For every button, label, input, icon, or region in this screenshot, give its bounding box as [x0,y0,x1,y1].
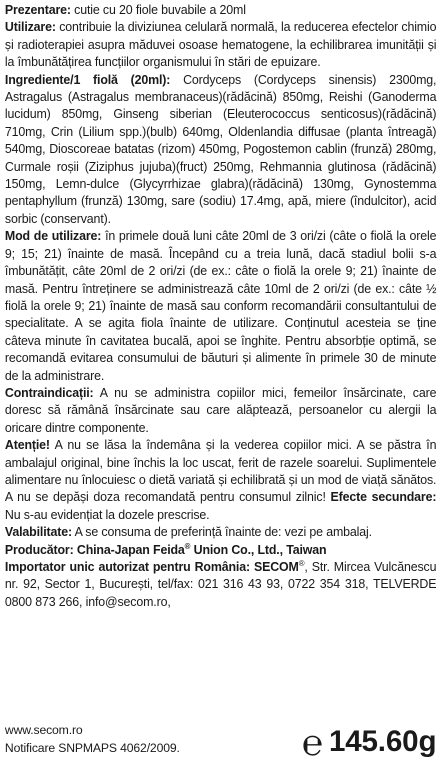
producer-name-b: Union Co., Ltd., Taiwan [190,542,327,557]
side-effects-label: Efecte secundare: [325,490,437,505]
presentation-label: Prezentare: [4,3,71,17]
warning-section [5,437,436,524]
producer-label: Producător: [4,542,74,557]
estimated-sign-icon: ℮ [301,723,324,764]
contraindications-text: A nu se administra copiilor mici, femeilor însărcinate, care doresc să rămână însărcinate sau care alăptează, persoanelor cu alergii la oricare dintre componente. [4,385,437,435]
ingredients-text: Cordyceps (Cordyceps sinensis) 2300mg, Astragalus (Astragalus membranaceus)(rădăcină) 850mg, Reishi (Ganoderma lucidum) 850mg, Ginseng siberian (Eleuterococcus senticosus)(rădăcină) 710mg, Crin (Lilium spp.)(bulb) 640mg, Oldenlandia diffusae (planta întreagă) 540mg, Dioscoreae batatas (rizom) 450mg, Pogostemon cablin (frunză) 280mg, Curmale roșii (Ziziphus jujuba)(fruct) 250mg, Rehmannia glutinosa (rădăcină) 150mg, Lemn-dulce (Glycyrrhizae glabra)(rădăcină) 130mg, Gynostemma pentaphyllum (frunză) 130mg, sare (sodiu) 17.4mg, apă, miere (îndulcitor), acid sorbic (conservant). [4,72,437,226]
warning-label: Atenție! [4,438,50,453]
importer-label: Importator unic autorizat pentru România: [4,560,250,574]
validity-text: A se consuma de preferință înainte de: vezi pe ambalaj. [71,525,372,540]
quantity-value: 145.60g [328,725,437,758]
producer-section [5,542,436,559]
validity-label: Valabilitate: [4,525,72,540]
side-effects-text: Nu s-au evidențiat la dozele prescrise. [4,507,210,522]
net-quantity [301,723,437,764]
contraindications-section [5,385,436,437]
importer-text: , Str. Mircea Vulcănescu nr. 92, Sector 1, București, tel/fax: 021 316 43 93, 0722 354 318, TELVERDE 0800 873 266, info@secom.ro, [4,560,437,609]
presentation-text: cutie cu 20 fiole buvabile a 20ml [70,3,246,17]
validity-section [5,524,436,541]
importer-name: SECOM [249,560,299,574]
usage-section [5,19,436,71]
producer-name-a: China-Japan Feida [73,542,185,557]
footer [5,722,436,762]
ingredients-label: Ingrediente/1 fiolă (20ml): [4,72,171,87]
contraindications-label: Contraindicații: [4,385,94,400]
usage-label: Utilizare: [4,20,56,35]
usage-text: contribuie la diviziunea celulară normală, la reducerea efectelor chimio și radioterapiei asupra măduvei osoase hematogene, la echilibrarea imunității și la îmbunătățirea funcțiilor organismului în stări de epuizare. [4,20,437,70]
importer-registered-mark: ® [298,558,305,568]
presentation-section [5,2,436,19]
directions-label: Mod de utilizare: [4,229,102,244]
warning-text: A nu se lăsa la îndemâna și la vederea copiilor mici. A se păstra în ambalajul original, bine închis la loc uscat, ferit de razele soarelui. Suplimentele alimentare nu înlocuiesc o dietă variată și echilibrată și un mod de viață sănătos. A nu se depăși doza recomandată pentru consumul zilnic! [4,438,437,505]
ingredients-section [5,72,436,229]
producer-registered-mark: ® [184,541,191,551]
directions-text: în primele două luni câte 20ml de 3 ori/zi (câte o fiolă la orele 9; 15; 21) înainte de masă. Începând cu a treia lună, dacă stadiul bolii s-a îmbunătățit, câte 20ml de 2 ori/zi (de ex.: câte o fiolă la orele 9; 21) înainte de masă. Pentru întreținere se administrează câte 10ml de 2 ori/zi (de ex.: câte ½ fiolă la orele 9; 21) înainte de masă sau conform recomandării consultantului de specialitate. A se agita fiola înainte de utilizare. Conținutul acesteia se ține câteva minute în cavitatea bucală, apoi se înghite. Pentru absorbție optimă, se recomandă evitarea consumului de băuturi și alimente în primele 30 de minute de la administrare. [4,229,437,383]
website-text: www.secom.ro [4,723,83,737]
directions-section [5,228,436,385]
notification-text: Notificare SNPMAPS 4062/2009. [4,741,180,755]
importer-section [5,559,436,611]
